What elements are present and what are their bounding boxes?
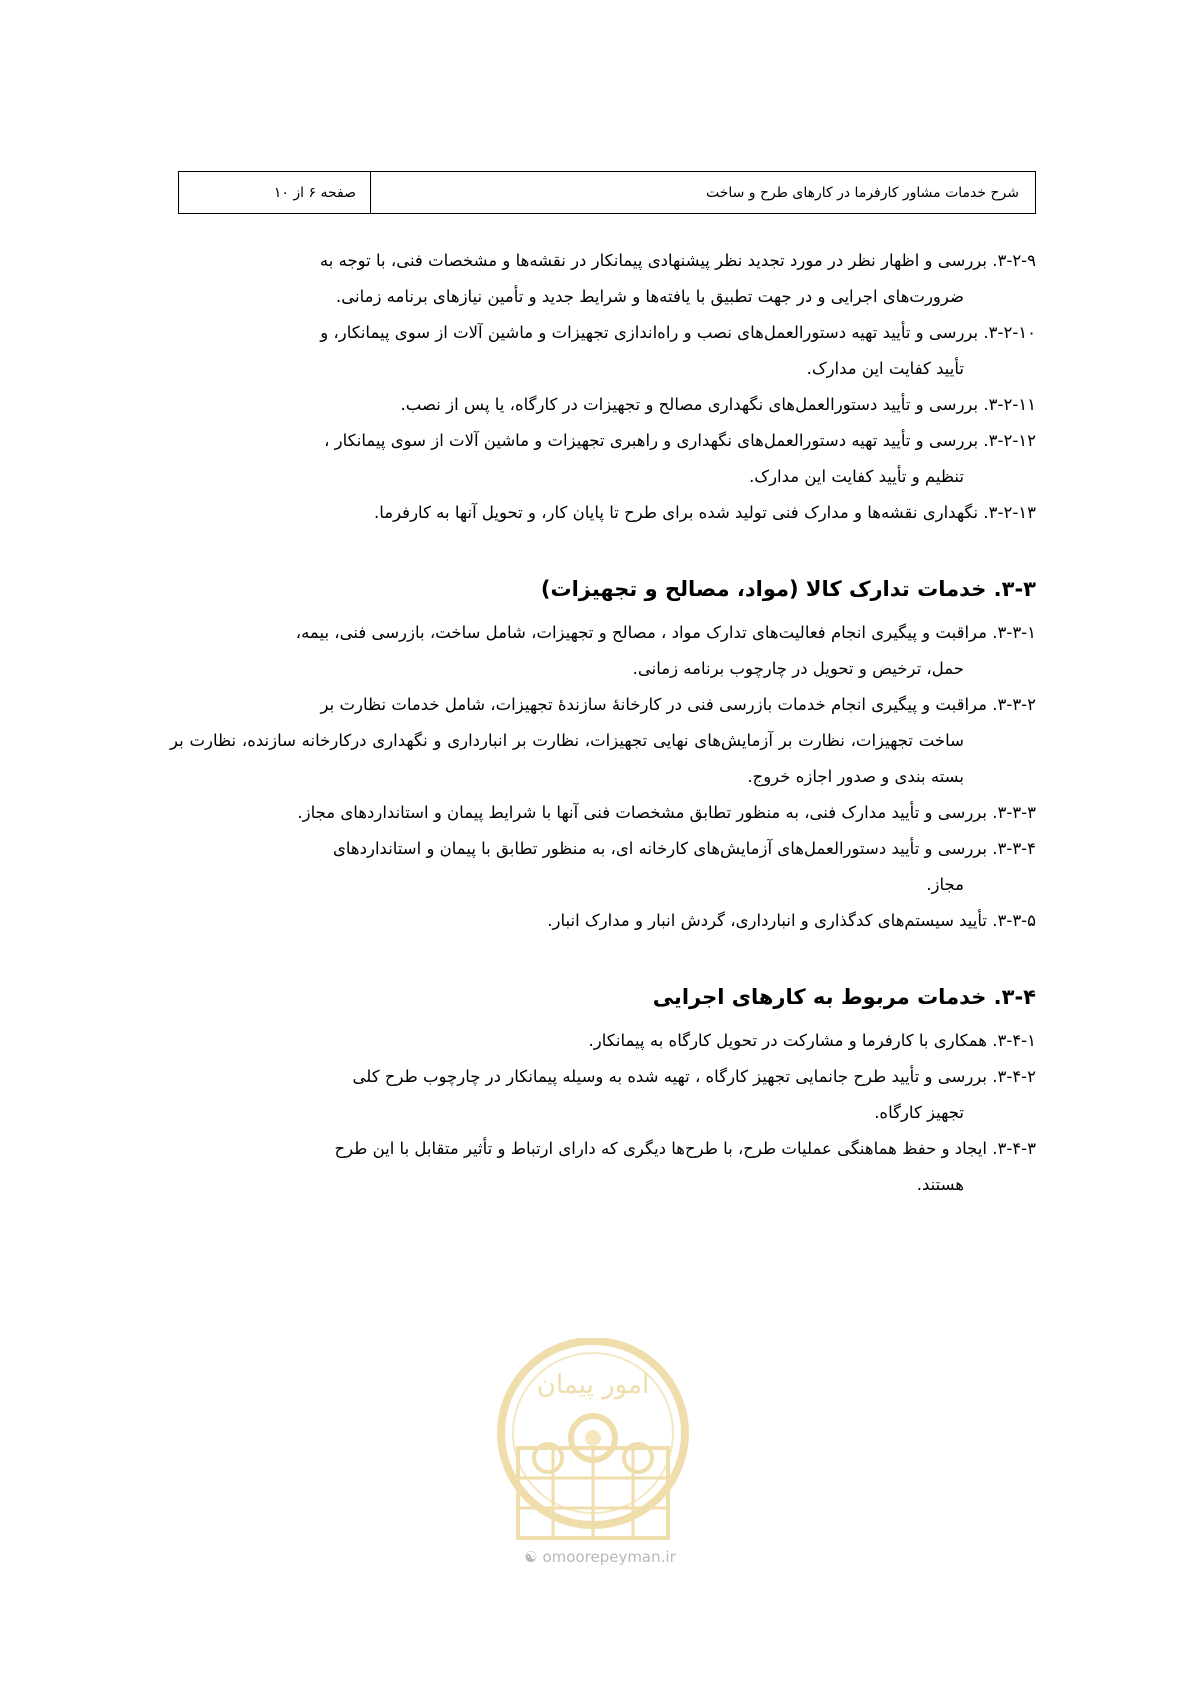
- watermark-logo-text: امور پیمان: [536, 1370, 650, 1400]
- document-body: [170, 243, 1036, 1203]
- page-number: صفحه ۶ از ۱۰: [179, 172, 371, 213]
- clause-number: ۳-۲-۹.: [992, 251, 1036, 270]
- clause-text: ایجاد و حفظ هماهنگی عملیات طرح، با طرح‌ها دیگری که دارای ارتباط و تأثیر متقابل با این طرح: [334, 1139, 987, 1158]
- section-3-2-items: [170, 243, 1036, 531]
- clause-text: بررسی و تأیید تهیه دستورالعمل‌های نصب و راه‌اندازی تجهیزات و ماشین آلات از سوی پیمانکار، و: [320, 323, 979, 342]
- clause-item: [170, 903, 1036, 939]
- clause-item: [170, 243, 1036, 315]
- clause-number: ۳-۲-۱۰.: [983, 323, 1036, 342]
- clause-continuation: تجهیز کارگاه.: [874, 1103, 964, 1122]
- clause-continuation: حمل، ترخیص و تحویل در چارچوب برنامه زمانی.: [632, 659, 964, 678]
- clause-text: بررسی و تأیید تهیه دستورالعمل‌های نگهداری و راهبری تجهیزات و ماشین آلات از سوی پیمانکار ،: [324, 431, 979, 450]
- watermark-url: ☯ omoorepeyman.ir: [524, 1548, 676, 1566]
- clause-item: [170, 495, 1036, 531]
- clause-item: [170, 1131, 1036, 1203]
- section-3-3-items: [170, 615, 1036, 939]
- clause-number: ۳-۲-۱۱.: [983, 395, 1036, 414]
- clause-text: بررسی و اظهار نظر در مورد تجدید نظر پیشنهادی پیمانکار در نقشه‌ها و مشخصات فنی، با توجه به: [319, 251, 987, 270]
- clause-number: ۳-۴-۱.: [992, 1031, 1036, 1050]
- clause-continuation: تأیید کفایت این مدارک.: [806, 359, 964, 378]
- clause-number: ۳-۴-۲.: [992, 1067, 1036, 1086]
- clause-item: [170, 1023, 1036, 1059]
- clause-text: بررسی و تأیید دستورالعمل‌های نگهداری مصالح و تجهیزات در کارگاه، یا پس از نصب.: [400, 395, 979, 414]
- clause-continuation: هستند.: [916, 1175, 964, 1194]
- clause-continuation: مجاز.: [926, 875, 964, 894]
- clause-continuation: ضرورت‌های اجرایی و در جهت تطبیق با یافته‌ها و شرایط جدید و تأمین نیازهای برنامه زمانی.: [336, 287, 964, 306]
- clause-number: ۳-۳-۲.: [992, 695, 1036, 714]
- clause-item: [170, 1059, 1036, 1131]
- clause-continuation: تنظیم و تأیید کفایت این مدارک.: [749, 467, 964, 486]
- clause-item: [170, 387, 1036, 423]
- clause-number: ۳-۲-۱۲.: [983, 431, 1036, 450]
- page-header-table: [178, 171, 1036, 214]
- clause-item: [170, 687, 1036, 795]
- clause-number: ۳-۳-۵.: [992, 911, 1036, 930]
- clause-number: ۳-۳-۱.: [992, 623, 1036, 642]
- clause-text: همکاری با کارفرما و مشارکت در تحویل کارگاه به پیمانکار.: [588, 1031, 987, 1050]
- clause-text: بررسی و تأیید طرح جانمایی تجهیز کارگاه ، تهیه شده به وسیله پیمانکار در چارچوب طرح کلی: [352, 1067, 987, 1086]
- clause-item: [170, 423, 1036, 495]
- section-3-4-heading: ۳-۴. خدمات مربوط به کارهای اجرایی: [652, 985, 1036, 1009]
- clause-number: ۳-۳-۴.: [992, 839, 1036, 858]
- clause-text: نگهداری نقشه‌ها و مدارک فنی تولید شده برای طرح تا پایان کار، و تحویل آنها به کارفرما.: [373, 503, 979, 522]
- clause-number: ۳-۴-۳.: [992, 1139, 1036, 1158]
- clause-text: مراقبت و پیگیری انجام خدمات بازرسی فنی در کارخانهٔ سازندهٔ تجهیزات، شامل خدمات نظارت بر: [320, 695, 987, 714]
- watermark-logo: [488, 1338, 698, 1558]
- clause-item: [170, 795, 1036, 831]
- clause-number: ۳-۳-۳.: [992, 803, 1036, 822]
- clause-text: تأیید سیستم‌های کدگذاری و انبارداری، گردش انبار و مدارک انبار.: [547, 911, 987, 930]
- clause-item: [170, 615, 1036, 687]
- section-3-4-items: [170, 1023, 1036, 1203]
- clause-text: بررسی و تأیید مدارک فنی، به منظور تطابق مشخصات فنی آنها با شرایط پیمان و استانداردهای مجاز.: [297, 803, 987, 822]
- clause-item: [170, 315, 1036, 387]
- clause-text: بررسی و تأیید دستورالعمل‌های آزمایش‌های کارخانه ای، به منظور تطابق با پیمان و استانداردهای: [332, 839, 987, 858]
- watermark-url-text: omoorepeyman.ir: [542, 1548, 676, 1566]
- clause-number: ۳-۲-۱۳.: [983, 503, 1036, 522]
- clause-continuation: ساخت تجهیزات، نظارت بر آزمایش‌های نهایی تجهیزات، نظارت بر انبارداری و نگهداری درکارخانه سازنده، نظارت بر بسته بندی و صدور اجازه خروج.: [170, 731, 964, 786]
- clause-item: [170, 831, 1036, 903]
- section-3-3-heading: ۳-۳. خدمات تدارک کالا (مواد، مصالح و تجهیزات): [540, 577, 1036, 601]
- clause-text: مراقبت و پیگیری انجام فعالیت‌های تدارک مواد ، مصالح و تجهیزات، شامل ساخت، بازرسی فنی، بیمه،: [295, 623, 987, 642]
- document-title: شرح خدمات مشاور کارفرما در کارهای طرح و ساخت: [705, 184, 1019, 201]
